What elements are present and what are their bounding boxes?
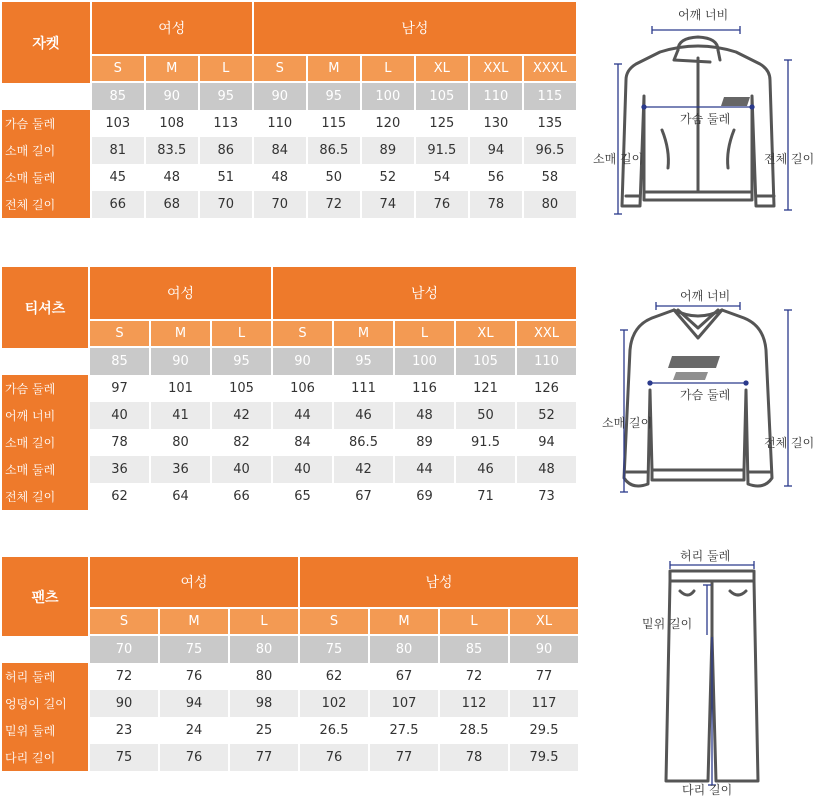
value-cell: 79.5 [510, 744, 578, 771]
row-label: 밑위 둘레 [2, 717, 88, 744]
number-size-cell: 95 [212, 348, 271, 375]
value-cell: 66 [92, 191, 144, 218]
number-size-cell: 110 [517, 348, 576, 375]
number-size-cell: 115 [524, 83, 576, 110]
row-label: 전체 길이 [2, 483, 88, 510]
shoulder-width-label: 어깨 너비 [680, 289, 731, 303]
number-size-cell: 95 [308, 83, 360, 110]
number-size-cell: 80 [230, 636, 298, 663]
value-cell: 107 [370, 690, 438, 717]
value-cell: 70 [200, 191, 252, 218]
number-size-cell: 75 [160, 636, 228, 663]
number-size-cell: 90 [146, 83, 198, 110]
value-cell: 71 [477, 489, 494, 504]
number-size-cell: 105 [456, 348, 515, 375]
value-cell: 62 [111, 489, 128, 504]
value-cell: 101 [168, 381, 193, 396]
group-header-women: 여성 [90, 557, 298, 609]
value-cell: 76 [160, 744, 228, 771]
value-cell: 91.5 [471, 435, 500, 450]
table-row [2, 456, 576, 483]
table-row [2, 110, 576, 137]
size-cell: XXL [470, 56, 522, 83]
value-cell: 48 [395, 402, 454, 429]
blank-cell [2, 348, 88, 375]
value-cell: 36 [151, 456, 210, 483]
category-label: 티셔츠 [2, 267, 88, 348]
value-cell: 23 [115, 723, 133, 738]
row-label: 전체 길이 [2, 191, 90, 218]
value-cell: 76 [185, 669, 203, 684]
value-cell: 50 [456, 402, 515, 429]
value-cell: 80 [172, 435, 189, 450]
row-label: 어깨 너비 [2, 402, 88, 429]
table-row [2, 375, 576, 402]
size-cell: M [370, 609, 438, 636]
value-cell: 65 [294, 489, 311, 504]
value-cell: 48 [271, 170, 289, 185]
value-cell: 50 [325, 170, 343, 185]
group-header-women: 여성 [92, 2, 252, 56]
value-cell: 41 [151, 402, 210, 429]
number-size-cell: 90 [254, 83, 306, 110]
value-cell: 72 [115, 669, 133, 684]
value-cell: 105 [229, 381, 254, 396]
value-cell: 78 [440, 744, 508, 771]
value-cell: 24 [185, 723, 203, 738]
size-cell: M [334, 321, 393, 348]
value-cell: 117 [510, 690, 578, 717]
sleeve-length-label: 소매 길이 [602, 416, 653, 430]
value-cell: 120 [375, 116, 401, 131]
value-cell: 66 [233, 489, 250, 504]
value-cell: 84 [294, 435, 311, 450]
value-cell: 135 [537, 116, 563, 131]
size-cell: S [92, 56, 144, 83]
value-cell: 48 [517, 456, 576, 483]
chest-label: 가슴 둘레 [680, 112, 731, 126]
size-cell: M [160, 609, 228, 636]
value-cell: 28.5 [459, 723, 489, 738]
size-cell: S [90, 609, 158, 636]
waist-label: 허리 둘레 [680, 549, 731, 563]
value-cell: 111 [351, 381, 376, 396]
value-cell: 86.5 [308, 137, 360, 164]
value-cell: 102 [300, 690, 368, 717]
row-label: 소매 길이 [2, 137, 90, 164]
value-cell: 26.5 [319, 723, 349, 738]
pants-size-table [0, 557, 580, 771]
size-cell: L [200, 56, 252, 83]
size-cell: M [151, 321, 210, 348]
category-label: 자켓 [2, 2, 90, 83]
value-cell: 45 [109, 170, 127, 185]
value-cell: 46 [334, 402, 393, 429]
size-cell: L [362, 56, 414, 83]
pants-diagram [630, 545, 800, 800]
value-cell: 89 [416, 435, 433, 450]
value-cell: 76 [300, 744, 368, 771]
value-cell: 40 [273, 456, 332, 483]
number-size-cell: 80 [370, 636, 438, 663]
number-size-cell: 100 [362, 83, 414, 110]
size-cell: S [90, 321, 149, 348]
value-cell: 81 [92, 137, 144, 164]
group-header-men: 남성 [254, 2, 576, 56]
value-cell: 77 [535, 669, 553, 684]
row-label: 허리 둘레 [2, 663, 88, 690]
value-cell: 86 [200, 137, 252, 164]
value-cell: 69 [416, 489, 433, 504]
chest-label: 가슴 둘레 [680, 388, 731, 402]
value-cell: 89 [362, 137, 414, 164]
value-cell: 90 [90, 690, 158, 717]
value-cell: 97 [111, 381, 128, 396]
value-cell: 29.5 [529, 723, 559, 738]
leg-length-label: 다리 길이 [682, 783, 733, 797]
value-cell: 83.5 [146, 137, 198, 164]
value-cell: 52 [379, 170, 397, 185]
value-cell: 78 [111, 435, 128, 450]
row-label: 가슴 둘레 [2, 375, 88, 402]
total-length-label: 전체 길이 [764, 436, 814, 450]
value-cell: 58 [541, 170, 559, 185]
value-cell: 44 [273, 402, 332, 429]
value-cell: 103 [105, 116, 131, 131]
value-cell: 64 [172, 489, 189, 504]
number-size-cell: 85 [92, 83, 144, 110]
size-cell: S [300, 609, 368, 636]
shoulder-width-label: 어깨 너비 [678, 8, 729, 22]
table-row [2, 191, 576, 218]
value-cell: 108 [159, 116, 185, 131]
value-cell: 52 [517, 402, 576, 429]
value-cell: 67 [395, 669, 413, 684]
value-cell: 56 [487, 170, 505, 185]
size-cell: XXL [517, 321, 576, 348]
value-cell: 70 [254, 191, 306, 218]
value-cell: 67 [355, 489, 372, 504]
value-cell: 113 [213, 116, 239, 131]
blank-cell [2, 83, 90, 110]
number-size-cell: 90 [151, 348, 210, 375]
total-length-label: 전체 길이 [764, 152, 814, 166]
group-header-women: 여성 [90, 267, 271, 321]
sleeve-length-label: 소매 길이 [593, 152, 644, 166]
value-cell: 80 [524, 191, 576, 218]
rise-label: 밑위 길이 [642, 617, 693, 631]
row-label: 소매 둘레 [2, 164, 90, 191]
value-cell: 94 [470, 137, 522, 164]
value-cell: 126 [534, 381, 559, 396]
number-size-cell: 95 [334, 348, 393, 375]
number-size-cell: 85 [440, 636, 508, 663]
pants-illustration [630, 545, 800, 800]
size-cell: XL [416, 56, 468, 83]
table-row [2, 483, 576, 510]
value-cell: 40 [212, 456, 271, 483]
number-size-cell: 100 [395, 348, 454, 375]
value-cell: 72 [465, 669, 483, 684]
value-cell: 115 [321, 116, 347, 131]
value-cell: 77 [370, 744, 438, 771]
table-row [2, 744, 578, 771]
value-cell: 25 [255, 723, 273, 738]
number-size-cell: 110 [470, 83, 522, 110]
group-header-men: 남성 [300, 557, 578, 609]
table-row [2, 717, 578, 744]
value-cell: 94 [538, 435, 555, 450]
value-cell: 72 [308, 191, 360, 218]
value-cell: 44 [395, 456, 454, 483]
row-label: 엉덩이 길이 [2, 690, 88, 717]
table-row [2, 429, 576, 456]
row-label: 소매 둘레 [2, 456, 88, 483]
table-row [2, 690, 578, 717]
size-cell: L [440, 609, 508, 636]
value-cell: 42 [212, 402, 271, 429]
table-row [2, 402, 576, 429]
row-label: 가슴 둘레 [2, 110, 90, 137]
value-cell: 40 [90, 402, 149, 429]
jacket-size-table [0, 2, 578, 218]
value-cell: 82 [233, 435, 250, 450]
size-cell: S [273, 321, 332, 348]
row-label: 다리 길이 [2, 744, 88, 771]
table-row [2, 164, 576, 191]
value-cell: 75 [90, 744, 158, 771]
number-size-cell: 90 [273, 348, 332, 375]
value-cell: 106 [290, 381, 315, 396]
value-cell: 130 [483, 116, 509, 131]
size-cell: L [395, 321, 454, 348]
value-cell: 116 [412, 381, 437, 396]
value-cell: 68 [146, 191, 198, 218]
value-cell: 54 [433, 170, 451, 185]
number-size-cell: 90 [510, 636, 578, 663]
size-cell: M [308, 56, 360, 83]
jacket-diagram [590, 0, 814, 225]
size-cell: L [230, 609, 298, 636]
value-cell: 86.5 [349, 435, 378, 450]
value-cell: 51 [217, 170, 235, 185]
value-cell: 98 [230, 690, 298, 717]
tshirt-size-table [0, 267, 578, 510]
size-cell: M [146, 56, 198, 83]
value-cell: 84 [254, 137, 306, 164]
size-cell: XL [510, 609, 578, 636]
value-cell: 91.5 [416, 137, 468, 164]
number-size-cell: 95 [200, 83, 252, 110]
size-cell: L [212, 321, 271, 348]
value-cell: 48 [163, 170, 181, 185]
value-cell: 27.5 [389, 723, 419, 738]
value-cell: 125 [429, 116, 455, 131]
number-size-cell: 70 [90, 636, 158, 663]
size-cell: XL [456, 321, 515, 348]
category-label: 팬츠 [2, 557, 88, 636]
blank-cell [2, 636, 88, 663]
size-cell: XXXL [524, 56, 576, 83]
value-cell: 76 [416, 191, 468, 218]
value-cell: 73 [538, 489, 555, 504]
table-row [2, 663, 578, 690]
value-cell: 94 [160, 690, 228, 717]
value-cell: 96.5 [524, 137, 576, 164]
tshirt-diagram [590, 280, 814, 505]
size-cell: S [254, 56, 306, 83]
value-cell: 121 [473, 381, 498, 396]
group-header-men: 남성 [273, 267, 576, 321]
row-label: 소매 길이 [2, 429, 88, 456]
value-cell: 110 [267, 116, 293, 131]
value-cell: 74 [362, 191, 414, 218]
value-cell: 112 [440, 690, 508, 717]
value-cell: 77 [230, 744, 298, 771]
value-cell: 62 [325, 669, 343, 684]
number-size-cell: 85 [90, 348, 149, 375]
value-cell: 80 [255, 669, 273, 684]
value-cell: 78 [470, 191, 522, 218]
value-cell: 36 [90, 456, 149, 483]
number-size-cell: 75 [300, 636, 368, 663]
value-cell: 46 [456, 456, 515, 483]
value-cell: 42 [334, 456, 393, 483]
number-size-cell: 105 [416, 83, 468, 110]
table-row [2, 137, 576, 164]
